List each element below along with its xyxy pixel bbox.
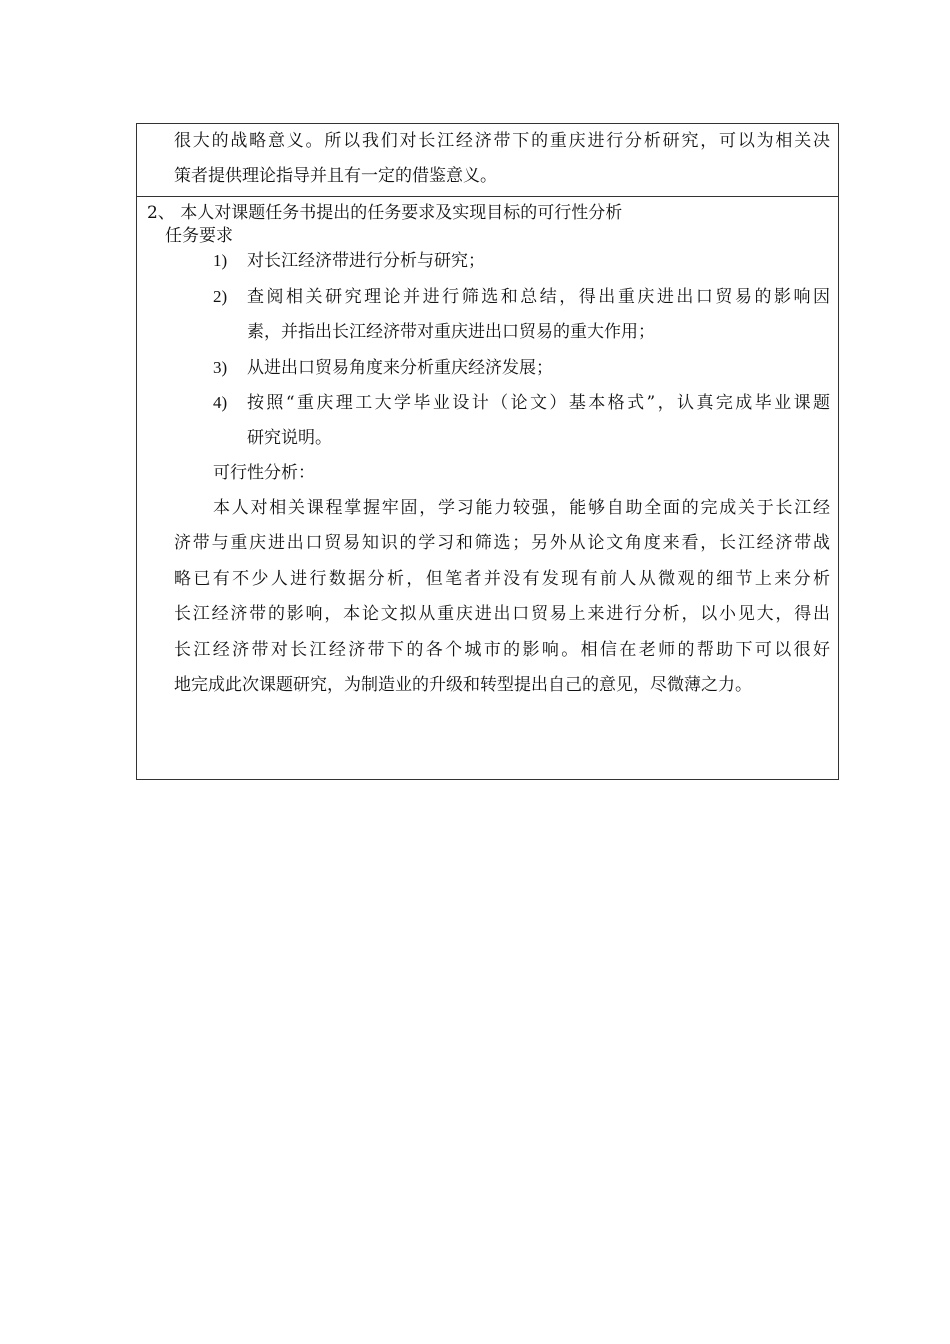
list-item-number: 1) (213, 251, 228, 270)
subheading-task-requirements: 任务要求 (165, 226, 233, 246)
table-row-section2 (137, 197, 838, 779)
paragraph-line: 济带与重庆进出口贸易知识的学习和筛选；另外从论文角度来看，长江经济带战 (174, 533, 830, 553)
paragraph-line: 地完成此次课题研究，为制造业的升级和转型提出自己的意见，尽微薄之力。 (174, 675, 752, 695)
content-table (136, 123, 839, 780)
list-item-text: 对长江经济带进行分析与研究； (247, 251, 485, 271)
paragraph-line: 略已有不少人进行数据分析，但笔者并没有发现有前人从微观的细节上来分析 (174, 569, 830, 589)
list-item-number: 3) (213, 358, 228, 377)
paragraph-line: 策者提供理论指导并且有一定的借鉴意义。 (174, 166, 497, 186)
table-row-intro (137, 124, 838, 197)
list-item-text: 查阅相关研究理论并进行筛选和总结，得出重庆进出口贸易的影响因 (247, 287, 830, 307)
list-item-text: 从进出口贸易角度来分析重庆经济发展； (247, 358, 553, 378)
list-item-text: 按照“重庆理工大学毕业设计（论文）基本格式”，认真完成毕业课题 (247, 393, 830, 413)
paragraph-line: 本人对相关课程掌握牢固，学习能力较强，能够自助全面的完成关于长江经 (213, 498, 830, 518)
section-heading: 2、 本人对课题任务书提出的任务要求及实现目标的可行性分析 (147, 203, 623, 223)
paragraph-line: 长江经济带的影响，本论文拟从重庆进出口贸易上来进行分析，以小见大，得出 (174, 604, 830, 624)
list-item-number: 2) (213, 287, 228, 306)
list-item-number: 4) (213, 393, 228, 412)
list-item-text: 素，并指出长江经济带对重庆进出口贸易的重大作用； (247, 322, 655, 342)
paragraph-line: 长江经济带对长江经济带下的各个城市的影响。相信在老师的帮助下可以很好 (174, 640, 830, 660)
list-item-text: 研究说明。 (247, 428, 332, 448)
feasibility-label: 可行性分析： (213, 463, 315, 483)
paragraph-line: 很大的战略意义。所以我们对长江经济带下的重庆进行分析研究，可以为相关决 (174, 131, 830, 151)
